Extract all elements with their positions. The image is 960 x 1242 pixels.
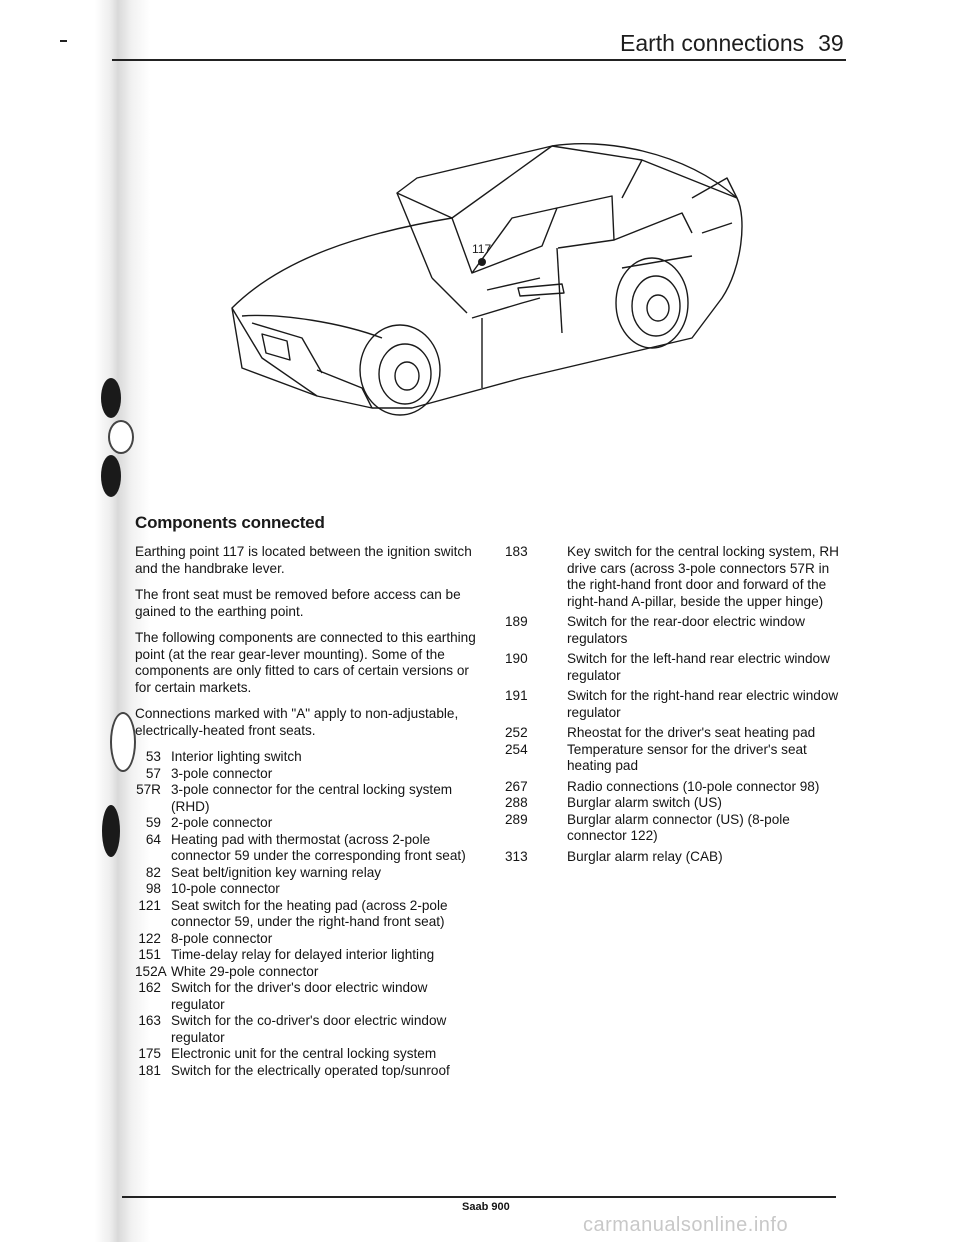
- list-item: [135, 1013, 480, 1046]
- item-number: 289: [505, 811, 528, 827]
- binder-ring-2: [110, 712, 136, 772]
- item-text: 10-pole connector: [171, 881, 280, 896]
- item-text: White 29-pole connector: [171, 963, 319, 979]
- item-text: Time-delay relay for delayed interior lighting: [171, 947, 435, 962]
- binder-hole-1: [101, 378, 121, 418]
- item-number: 53: [145, 749, 161, 764]
- intro-paragraph-4: Connections marked with "A" apply to non-adjustable, electrically-heated front seats.: [135, 706, 459, 738]
- list-item: [135, 898, 480, 931]
- page-number: 39: [818, 30, 844, 56]
- item-text: 3-pole connector for the central locking system (RHD): [171, 782, 453, 814]
- item-number: 191: [505, 688, 528, 703]
- page-header: [620, 30, 844, 57]
- item-number: 181: [138, 1062, 161, 1078]
- footer-model: Saab 900: [462, 1201, 510, 1213]
- header-title: Earth connections: [620, 30, 805, 56]
- list-item: [135, 964, 480, 981]
- item-number: 57R: [136, 782, 161, 797]
- margin-dash: [60, 40, 67, 42]
- list-item: [505, 849, 850, 866]
- list-item: [135, 865, 480, 882]
- list-item: [135, 947, 480, 964]
- item-text: Rheostat for the driver's seat heating pad: [567, 725, 816, 740]
- item-text: Switch for the co-driver's door electric window regulator: [171, 1013, 447, 1045]
- list-item: [135, 749, 480, 766]
- binder-ring-1: [108, 420, 134, 454]
- left-column: [135, 544, 480, 1079]
- section-heading: Components connected: [135, 513, 325, 532]
- item-text: Seat switch for the heating pad (across 2-pole connector 59, under the right-hand front seat): [171, 897, 448, 929]
- item-text: 8-pole connector: [171, 930, 273, 946]
- item-text: Burglar alarm relay (CAB): [567, 848, 723, 864]
- list-item: [135, 782, 480, 815]
- item-number: 121: [138, 897, 161, 913]
- item-text: Seat belt/ignition key warning relay: [171, 864, 382, 880]
- header-rule: [112, 59, 846, 61]
- item-number: 267: [505, 778, 528, 794]
- list-item: [135, 1046, 480, 1063]
- intro-paragraph-3: The following components are connected to this earthing point (at the rear gear-lever mounting). Some of the components are only fitted to cars of certain versions or for certain markets.: [135, 630, 476, 695]
- list-item: [505, 688, 850, 721]
- item-text: Temperature sensor for the driver's seat heating pad: [567, 741, 807, 773]
- list-item: [135, 931, 480, 948]
- list-item: [135, 815, 480, 832]
- item-number: 64: [145, 831, 161, 847]
- item-text: Interior lighting switch: [171, 749, 302, 764]
- item-text: Electronic unit for the central locking system: [171, 1046, 437, 1061]
- item-text: Switch for the driver's door electric window regulator: [171, 980, 428, 1012]
- item-text: Burglar alarm connector (US) (8-pole connector 122): [567, 811, 790, 843]
- list-item: [505, 651, 850, 684]
- item-number: 82: [145, 864, 161, 880]
- item-number: 183: [505, 544, 528, 559]
- item-number: 189: [505, 614, 528, 629]
- list-item: [135, 980, 480, 1013]
- item-number: 163: [138, 1013, 161, 1028]
- item-number: 59: [145, 815, 161, 830]
- callout-117: 117: [472, 242, 492, 256]
- watermark: carmanualsonline.info: [583, 1214, 789, 1236]
- item-number: 152A: [135, 963, 167, 979]
- footer-rule: [122, 1196, 836, 1198]
- item-text: Heating pad with thermostat (across 2-pole connector 59 under the corresponding front seat): [171, 831, 466, 863]
- item-number: 190: [505, 651, 528, 666]
- item-number: 313: [505, 848, 528, 864]
- right-column: [505, 544, 850, 865]
- list-item: [505, 544, 850, 610]
- item-text: Switch for the right-hand rear electric window regulator: [567, 688, 839, 720]
- item-text: Switch for the rear-door electric window regulators: [567, 614, 805, 646]
- intro-paragraph-2: The front seat must be removed before access can be gained to the earthing point.: [135, 587, 461, 619]
- item-number: 57: [145, 765, 161, 781]
- item-number: 162: [138, 980, 161, 995]
- list-item: [505, 742, 850, 775]
- intro-paragraph-1: Earthing point 117 is located between the ignition switch and the handbrake lever.: [135, 544, 472, 576]
- item-text: 3-pole connector: [171, 765, 273, 781]
- item-text: Key switch for the central locking system, RH drive cars (across 3-pole connectors 57R in the right-hand front door and forward of the right-hand A-pillar, beside the upper hinge): [567, 544, 839, 609]
- list-item: [505, 779, 850, 796]
- item-text: Radio connections (10-pole connector 98): [567, 778, 820, 794]
- item-number: 98: [145, 881, 161, 896]
- item-number: 151: [138, 947, 161, 962]
- list-item: [135, 881, 480, 898]
- list-item: [135, 832, 480, 865]
- item-text: Burglar alarm switch (US): [567, 795, 722, 810]
- list-item: [505, 725, 850, 742]
- list-item: [505, 812, 850, 845]
- item-number: 288: [505, 795, 528, 810]
- item-number: 175: [138, 1046, 161, 1061]
- item-number: 252: [505, 725, 528, 740]
- item-text: Switch for the electrically operated top/sunroof: [171, 1062, 450, 1078]
- item-number: 254: [505, 741, 528, 757]
- list-item: [135, 1063, 480, 1080]
- component-list-left: [135, 749, 480, 1079]
- item-number: 122: [138, 930, 161, 946]
- item-text: Switch for the left-hand rear electric window regulator: [567, 651, 830, 683]
- car-illustration: [222, 138, 768, 438]
- item-text: 2-pole connector: [171, 815, 273, 830]
- binder-hole-3: [102, 805, 120, 857]
- list-item: [505, 614, 850, 647]
- binder-hole-2: [101, 455, 121, 497]
- list-item: [135, 766, 480, 783]
- list-item: [505, 795, 850, 812]
- scan-binding-edge: [0, 0, 150, 1242]
